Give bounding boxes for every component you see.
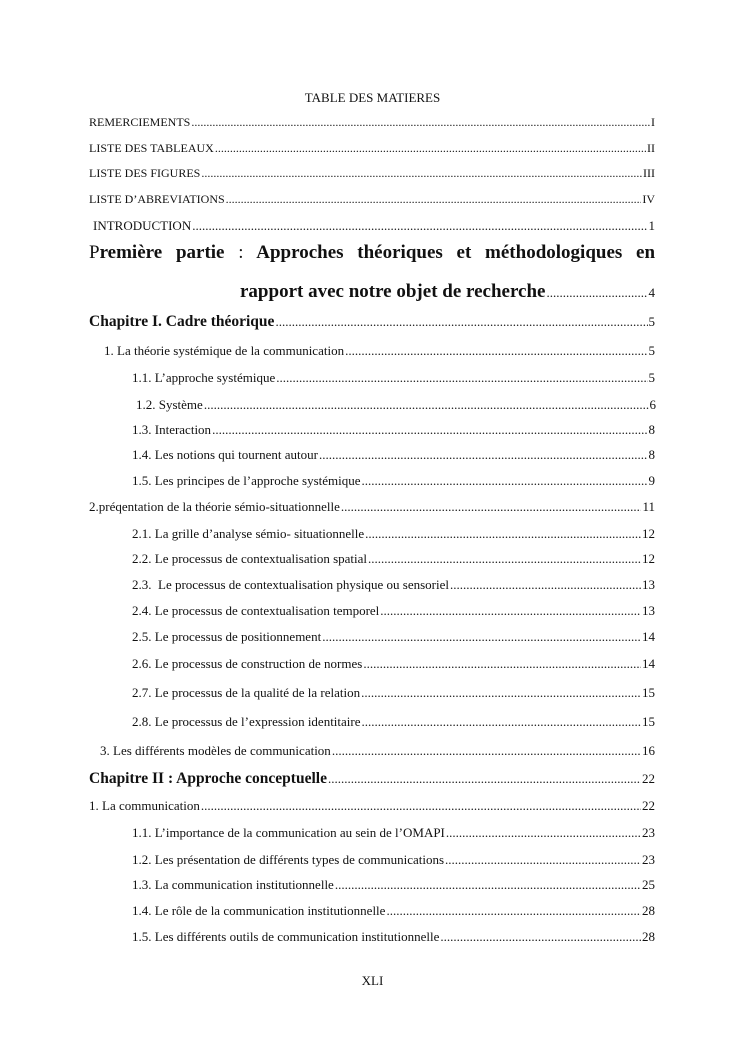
- toc-entry[interactable]: 1.3. La communication institutionnelle ..... 25: [89, 877, 655, 893]
- toc-entry[interactable]: 1.5. Les différents outils de communication institutionnelle ..... 28: [89, 929, 655, 945]
- toc-entry[interactable]: REMERCIEMENTS ..... I: [89, 115, 655, 130]
- page-number: XLI: [361, 973, 384, 988]
- toc-entry[interactable]: 1.1. L’approche systémique ..... 5: [89, 370, 655, 386]
- toc-entry[interactable]: 2.6. Le processus de construction de normes ..... 14: [89, 656, 655, 672]
- part-heading[interactable]: Première partie : Approches théoriques et méthodologiques en: [89, 242, 656, 263]
- toc-entry[interactable]: 1.5. Les principes de l’approche systémique ..... 9: [89, 473, 655, 489]
- toc-entry[interactable]: LISTE DES FIGURES ..... III: [89, 166, 655, 181]
- toc-entry[interactable]: 1.4. Les notions qui tournent autour ..... 8: [89, 447, 655, 463]
- toc-entry[interactable]: 2.7. Le processus de la qualité de la relation ..... 15: [89, 685, 655, 701]
- toc-entry[interactable]: 2.5. Le processus de positionnement ..... 14: [89, 629, 655, 645]
- toc-entry[interactable]: 2.8. Le processus de l’expression identitaire ..... 15: [89, 714, 655, 730]
- toc-entry[interactable]: 2.préqentation de la théorie sémio-situationnelle ..... 11: [89, 499, 655, 515]
- part-heading-line2[interactable]: rapport avec notre objet de recherche ..... 4: [240, 281, 655, 303]
- toc-entry[interactable]: 1. La théorie systémique de la communication ..... 5: [89, 343, 655, 359]
- chapter-heading[interactable]: Chapitre I. Cadre théorique ..... 5: [89, 313, 655, 331]
- toc-entry[interactable]: 1.2. Système ..... 6: [89, 397, 656, 413]
- toc-title: TABLE DES MATIERES: [304, 90, 441, 105]
- toc-entry[interactable]: 1.1. L’importance de la communication au sein de l’OMAPI ..... 23: [89, 825, 655, 841]
- toc-entry[interactable]: 1.4. Le rôle de la communication institutionnelle ..... 28: [89, 903, 655, 919]
- toc-entry[interactable]: 1.2. Les présentation de différents types de communications ..... 23: [89, 852, 655, 868]
- toc-entry[interactable]: 1.3. Interaction ..... 8: [89, 422, 655, 438]
- toc-entry[interactable]: 2.4. Le processus de contextualisation temporel ..... 13: [89, 603, 655, 619]
- toc-entry[interactable]: 2.3. Le processus de contextualisation physique ou sensoriel ..... 13: [89, 577, 655, 593]
- toc-entry[interactable]: 3. Les différents modèles de communication ..... 16: [89, 743, 655, 759]
- toc-entry[interactable]: 2.2. Le processus de contextualisation spatial ..... 12: [89, 551, 655, 567]
- toc-entry[interactable]: 1. La communication ..... 22: [89, 798, 655, 814]
- toc-entry[interactable]: LISTE DES TABLEAUX ..... II: [89, 141, 655, 156]
- chapter-heading[interactable]: Chapitre II : Approche conceptuelle ..... 22: [89, 770, 655, 788]
- toc-entry-introduction[interactable]: INTRODUCTION ..... 1: [93, 218, 655, 234]
- toc-entry[interactable]: LISTE D’ABREVIATIONS ..... IV: [89, 192, 655, 207]
- toc-entry[interactable]: 2.1. La grille d’analyse sémio- situationnelle ..... 12: [89, 526, 655, 542]
